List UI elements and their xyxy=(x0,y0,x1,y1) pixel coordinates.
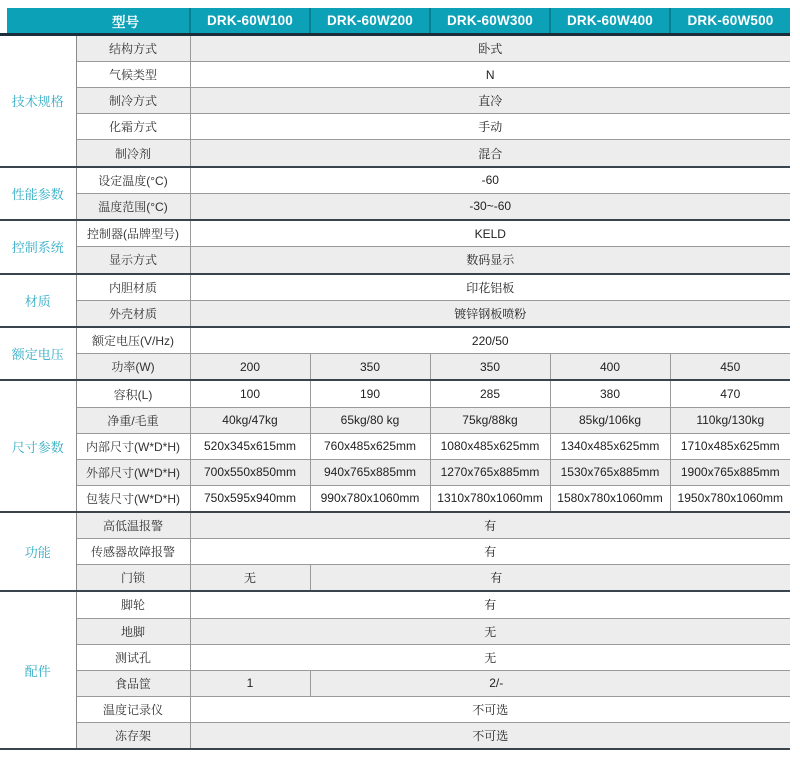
spec-table xyxy=(0,8,790,750)
spec-value: 220/50 xyxy=(190,327,790,354)
group-label: 技术规格 xyxy=(0,35,76,167)
table-row xyxy=(0,407,790,433)
spec-value: 1950x780x1060mm xyxy=(670,485,790,512)
row-label: 门锁 xyxy=(76,565,190,592)
row-label: 净重/毛重 xyxy=(76,407,190,433)
row-label: 外壳材质 xyxy=(76,300,190,327)
corner-model-header: 型号 xyxy=(0,8,190,35)
spec-value: 混合 xyxy=(190,140,790,167)
table-row xyxy=(0,512,790,539)
spec-value: 印花铝板 xyxy=(190,274,790,301)
spec-value: 无 xyxy=(190,644,790,670)
spec-value: 手动 xyxy=(190,114,790,140)
group-label: 额定电压 xyxy=(0,327,76,380)
model-header: DRK-60W200 xyxy=(310,8,430,35)
spec-value: 65kg/80 kg xyxy=(310,407,430,433)
row-label: 外部尺寸(W*D*H) xyxy=(76,459,190,485)
spec-value: 450 xyxy=(670,354,790,381)
table-row xyxy=(0,88,790,114)
table-row xyxy=(0,167,790,194)
model-header: DRK-60W100 xyxy=(190,8,310,35)
spec-value: 1080x485x625mm xyxy=(430,433,550,459)
row-label: 功率(W) xyxy=(76,354,190,381)
model-header: DRK-60W500 xyxy=(670,8,790,35)
row-label: 包装尺寸(W*D*H) xyxy=(76,485,190,512)
row-label: 制冷剂 xyxy=(76,140,190,167)
spec-value: 1530x765x885mm xyxy=(550,459,670,485)
row-label: 地脚 xyxy=(76,618,190,644)
table-row xyxy=(0,433,790,459)
row-label: 设定温度(°C) xyxy=(76,167,190,194)
spec-value: -60 xyxy=(190,167,790,194)
table-row xyxy=(0,696,790,722)
table-row xyxy=(0,591,790,618)
table-row xyxy=(0,300,790,327)
row-label: 内胆材质 xyxy=(76,274,190,301)
row-label: 测试孔 xyxy=(76,644,190,670)
spec-value: 无 xyxy=(190,565,310,592)
header-row xyxy=(0,8,790,35)
spec-value: 940x765x885mm xyxy=(310,459,430,485)
spec-value: 100 xyxy=(190,380,310,407)
row-label: 控制器(品牌型号) xyxy=(76,220,190,247)
group-label: 功能 xyxy=(0,512,76,591)
table-row xyxy=(0,618,790,644)
table-row xyxy=(0,140,790,167)
row-label: 温度记录仪 xyxy=(76,696,190,722)
spec-value: 400 xyxy=(550,354,670,381)
table-row xyxy=(0,459,790,485)
group-label: 控制系统 xyxy=(0,220,76,273)
row-label: 食品筐 xyxy=(76,670,190,696)
spec-value: 不可选 xyxy=(190,722,790,749)
table-row xyxy=(0,193,790,220)
spec-value: 1340x485x625mm xyxy=(550,433,670,459)
spec-value: 1270x765x885mm xyxy=(430,459,550,485)
table-row xyxy=(0,644,790,670)
table-row xyxy=(0,485,790,512)
spec-value: 1580x780x1060mm xyxy=(550,485,670,512)
spec-value: 2/- xyxy=(310,670,790,696)
spec-value: 285 xyxy=(430,380,550,407)
spec-value: 直冷 xyxy=(190,88,790,114)
spec-value: 有 xyxy=(310,565,790,592)
table-row xyxy=(0,220,790,247)
spec-value: 1900x765x885mm xyxy=(670,459,790,485)
row-label: 显示方式 xyxy=(76,247,190,274)
spec-value: 1 xyxy=(190,670,310,696)
spec-value: 卧式 xyxy=(190,35,790,62)
row-label: 高低温报警 xyxy=(76,512,190,539)
table-row xyxy=(0,247,790,274)
spec-value: 有 xyxy=(190,539,790,565)
row-label: 传感器故障报警 xyxy=(76,539,190,565)
spec-value: 470 xyxy=(670,380,790,407)
row-label: 容积(L) xyxy=(76,380,190,407)
spec-value: 750x595x940mm xyxy=(190,485,310,512)
spec-value: 350 xyxy=(310,354,430,381)
spec-value: KELD xyxy=(190,220,790,247)
row-label: 脚轮 xyxy=(76,591,190,618)
spec-value: 380 xyxy=(550,380,670,407)
spec-value: 760x485x625mm xyxy=(310,433,430,459)
table-row xyxy=(0,62,790,88)
spec-value: 990x780x1060mm xyxy=(310,485,430,512)
row-label: 制冷方式 xyxy=(76,88,190,114)
spec-value: -30~-60 xyxy=(190,193,790,220)
row-label: 结构方式 xyxy=(76,35,190,62)
row-label: 额定电压(V/Hz) xyxy=(76,327,190,354)
table-row xyxy=(0,670,790,696)
table-row xyxy=(0,354,790,381)
spec-value: 40kg/47kg xyxy=(190,407,310,433)
table-row xyxy=(0,539,790,565)
row-label: 温度范围(°C) xyxy=(76,193,190,220)
table-row xyxy=(0,114,790,140)
spec-value: 110kg/130kg xyxy=(670,407,790,433)
spec-value: 700x550x850mm xyxy=(190,459,310,485)
model-header: DRK-60W400 xyxy=(550,8,670,35)
spec-value: 无 xyxy=(190,618,790,644)
spec-value: 85kg/106kg xyxy=(550,407,670,433)
spec-value: 数码显示 xyxy=(190,247,790,274)
spec-value: 1710x485x625mm xyxy=(670,433,790,459)
spec-value: 有 xyxy=(190,591,790,618)
spec-value: N xyxy=(190,62,790,88)
spec-value: 350 xyxy=(430,354,550,381)
group-label: 配件 xyxy=(0,591,76,749)
row-label: 化霜方式 xyxy=(76,114,190,140)
table-row xyxy=(0,380,790,407)
model-header: DRK-60W300 xyxy=(430,8,550,35)
row-label: 冻存架 xyxy=(76,722,190,749)
group-label: 性能参数 xyxy=(0,167,76,220)
spec-value: 520x345x615mm xyxy=(190,433,310,459)
spec-value: 75kg/88kg xyxy=(430,407,550,433)
spec-value: 1310x780x1060mm xyxy=(430,485,550,512)
spec-value: 200 xyxy=(190,354,310,381)
group-label: 尺寸参数 xyxy=(0,380,76,511)
table-row xyxy=(0,35,790,62)
spec-value: 镀锌钢板喷粉 xyxy=(190,300,790,327)
row-label: 气候类型 xyxy=(76,62,190,88)
table-row xyxy=(0,722,790,749)
table-row xyxy=(0,274,790,301)
spec-value: 不可选 xyxy=(190,696,790,722)
group-label: 材质 xyxy=(0,274,76,327)
spec-value: 有 xyxy=(190,512,790,539)
table-row xyxy=(0,327,790,354)
spec-value: 190 xyxy=(310,380,430,407)
row-label: 内部尺寸(W*D*H) xyxy=(76,433,190,459)
table-row xyxy=(0,565,790,592)
